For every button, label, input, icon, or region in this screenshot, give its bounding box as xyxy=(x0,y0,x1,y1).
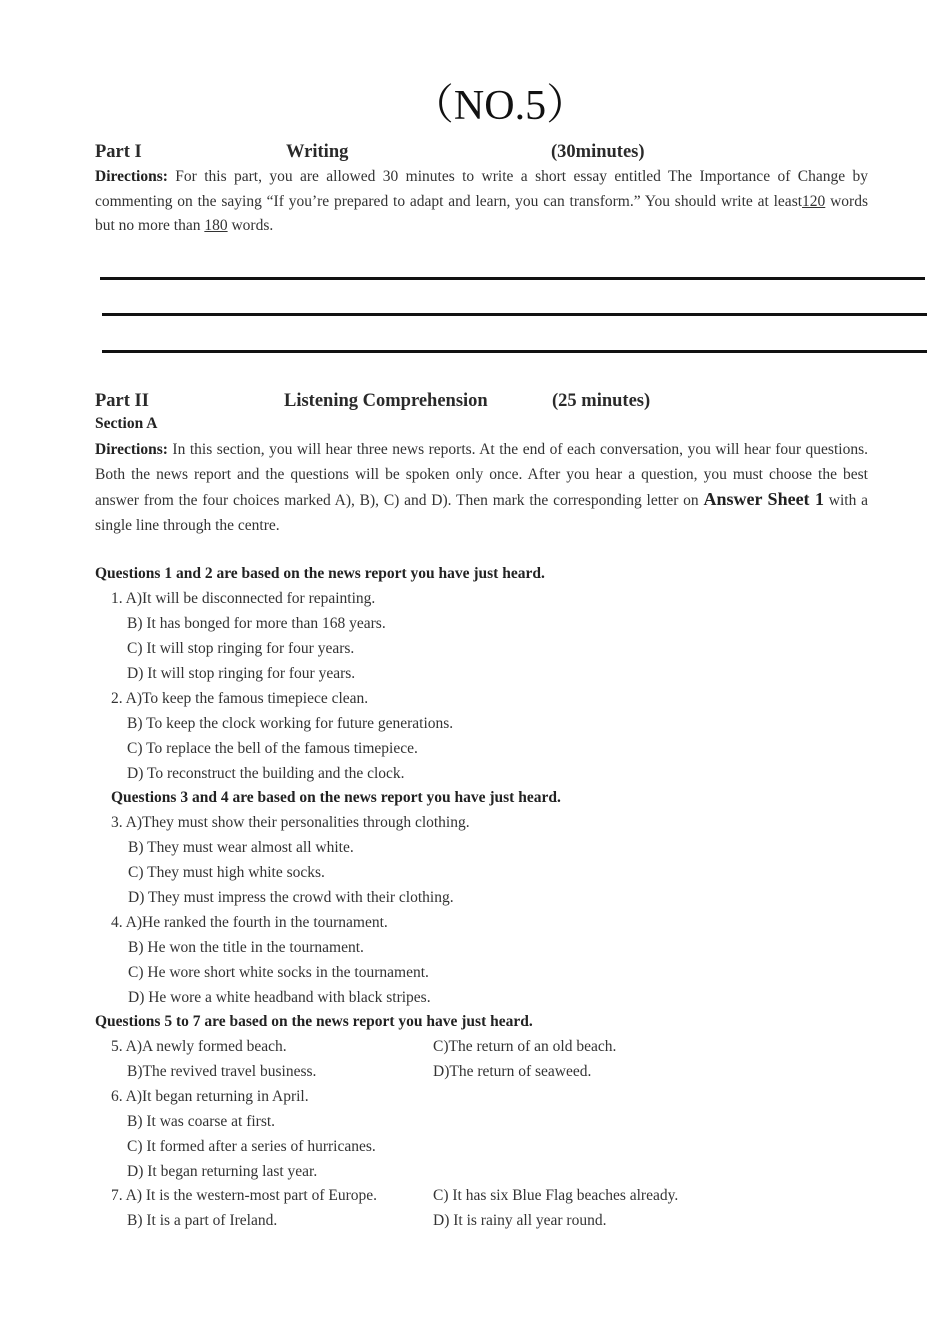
option: C) It formed after a series of hurricanes. xyxy=(127,1138,376,1155)
question-7: 7. A) It is the western-most part of Europe. xyxy=(111,1187,378,1204)
part1-name: Writing xyxy=(286,142,349,162)
option: B) It is a part of Ireland. xyxy=(127,1212,278,1229)
directions-label: Directions: xyxy=(95,168,168,185)
part1-directions: Directions: For this part, you are allowed 30 minutes to write a short essay entitled The Importance of Change by commenting on the saying “If you’re prepared to adapt and learn, you can transform.” You should write at least120 words but no more than 180 words. xyxy=(95,168,868,235)
option: C) He wore short white socks in the tournament. xyxy=(128,964,429,981)
part2-directions: Directions: In this section, you will hear three news reports. At the end of each conversation, you will hear four questions. Both the news report and the questions will be spoken only once. After you hear a question, you must choose the best answer from the four choices marked A), B), C) and D). Then mark the corresponding letter on Answer Sheet 1 with a single line through the centre. xyxy=(95,441,868,535)
option: C) It has six Blue Flag beaches already. xyxy=(433,1187,679,1204)
question-3: 3. A)They must show their personalities through clothing. xyxy=(111,814,470,831)
option: C) It will stop ringing for four years. xyxy=(127,640,355,657)
question-1: 1. A)It will be disconnected for repainting. xyxy=(111,590,376,607)
page-title: （NO.5） xyxy=(411,83,589,129)
option: B) It has bonged for more than 168 years. xyxy=(127,615,386,632)
part2-label: Part II xyxy=(95,391,149,411)
option: B) They must wear almost all white. xyxy=(128,839,354,856)
option: B) It was coarse at first. xyxy=(127,1113,276,1130)
part2-time: (25 minutes) xyxy=(552,391,651,411)
option: D) He wore a white headband with black stripes. xyxy=(128,989,431,1006)
question-5: 5. A)A newly formed beach. xyxy=(111,1038,287,1055)
option: D) It began returning last year. xyxy=(127,1163,318,1180)
question-group-heading: Questions 3 and 4 are based on the news report you have just heard. xyxy=(111,789,561,806)
part1-time: (30minutes) xyxy=(551,142,645,162)
option: C)The return of an old beach. xyxy=(433,1038,617,1055)
option: B) To keep the clock working for future generations. xyxy=(127,715,454,732)
directions-label: Directions: xyxy=(95,441,168,458)
question-4: 4. A)He ranked the fourth in the tournament. xyxy=(111,914,388,931)
answer-line xyxy=(102,350,927,353)
option: B)The revived travel business. xyxy=(127,1063,317,1080)
option: D) It is rainy all year round. xyxy=(433,1212,607,1229)
answer-sheet-label: Answer Sheet 1 xyxy=(703,489,824,510)
option: C) They must high white socks. xyxy=(128,864,325,881)
option: C) To replace the bell of the famous timepiece. xyxy=(127,740,418,757)
section-title: Section A xyxy=(95,415,158,432)
part2-name: Listening Comprehension xyxy=(284,391,488,411)
option: D) To reconstruct the building and the clock. xyxy=(127,765,405,782)
option: D) It will stop ringing for four years. xyxy=(127,665,356,682)
question-2: 2. A)To keep the famous timepiece clean. xyxy=(111,690,369,707)
option: B) He won the title in the tournament. xyxy=(128,939,364,956)
option: D)The return of seaweed. xyxy=(433,1063,592,1080)
option: D) They must impress the crowd with their clothing. xyxy=(128,889,454,906)
question-group-heading: Questions 5 to 7 are based on the news report you have just heard. xyxy=(95,1013,533,1030)
answer-line xyxy=(100,277,925,280)
answer-line xyxy=(102,313,927,316)
question-6: 6. A)It began returning in April. xyxy=(111,1088,309,1105)
max-words: 180 xyxy=(204,217,228,235)
question-group-heading: Questions 1 and 2 are based on the news report you have just heard. xyxy=(95,565,545,582)
part1-label: Part I xyxy=(95,142,142,162)
min-words: 120 xyxy=(802,192,826,210)
